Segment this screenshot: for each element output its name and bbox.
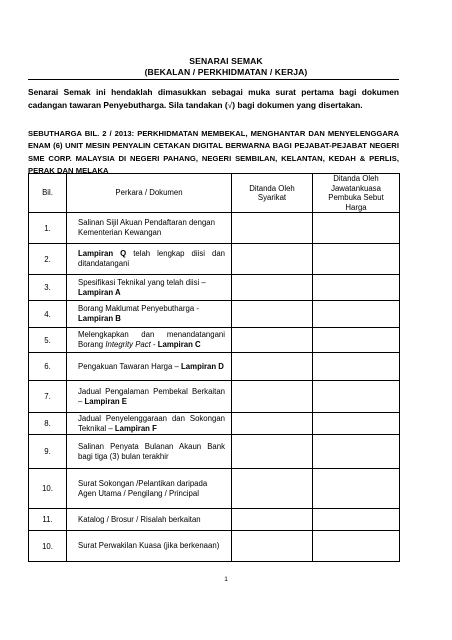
row-document-description <box>67 275 232 301</box>
page-number: 1 <box>224 576 228 583</box>
table-row <box>29 213 400 244</box>
checkbox-cell-syarikat[interactable] <box>232 213 313 244</box>
description-bold: Lampiran D <box>181 361 224 371</box>
row-document-description <box>67 328 232 353</box>
description-post: telah lengkap diisi dan ditandatangani <box>78 249 226 269</box>
row-number: 10. <box>29 469 67 509</box>
checkbox-cell-jawatankuasa[interactable] <box>313 531 400 562</box>
table-row <box>29 381 400 413</box>
description-pre: Pengakuan Tawaran Harga – <box>78 361 182 371</box>
description-pre: Surat Sokongan /Pelantikan daripada Agen Utama / Pengilang / Principal <box>78 478 208 498</box>
checkbox-cell-syarikat[interactable] <box>232 531 313 562</box>
description-pre: Salinan Penyata Bulanan Akaun Bank bagi tiga (3) bulan terakhir <box>78 441 225 461</box>
tick-symbol: √ <box>227 99 233 110</box>
description-mid: - <box>150 340 158 350</box>
header-syarikat: Ditanda Oleh Syarikat <box>232 174 313 213</box>
row-document-description <box>67 469 232 509</box>
description-pre: Jadual Penyelenggaraan dan Sokongan Teknikal – <box>78 413 225 433</box>
checkbox-cell-jawatankuasa[interactable] <box>313 435 400 469</box>
row-number: 11. <box>29 509 67 531</box>
checkbox-cell-syarikat[interactable] <box>232 353 313 381</box>
checkbox-cell-syarikat[interactable] <box>232 328 313 353</box>
row-document-description <box>67 244 232 275</box>
description-pre: Spesifikasi Teknikal yang telah diisi – <box>78 277 206 287</box>
row-number: 5. <box>29 328 67 353</box>
checkbox-cell-jawatankuasa[interactable] <box>313 413 400 435</box>
table-row <box>29 435 400 469</box>
table-row <box>29 275 400 301</box>
description-pre: Melengkapkan dan menandatangani Borang <box>78 330 225 350</box>
description-pre: Katalog / Brosur / Risalah berkaitan <box>78 514 201 524</box>
checkbox-cell-jawatankuasa[interactable] <box>313 301 400 328</box>
row-number: 6. <box>29 353 67 381</box>
checkbox-cell-syarikat[interactable] <box>232 435 313 469</box>
instruction-text-after: ) bagi dokumen yang disertakan. <box>232 99 363 110</box>
row-document-description <box>67 509 232 531</box>
table-row <box>29 244 400 275</box>
row-document-description <box>67 413 232 435</box>
description-italic: Integrity Pact <box>105 340 151 350</box>
checkbox-cell-jawatankuasa[interactable] <box>313 469 400 509</box>
row-document-description <box>67 301 232 328</box>
row-document-description <box>67 353 232 381</box>
checkbox-cell-syarikat[interactable] <box>232 509 313 531</box>
description-pre: Borang Maklumat Penyebutharga - <box>78 304 199 314</box>
row-document-description <box>67 435 232 469</box>
description-bold: Lampiran B <box>78 314 121 324</box>
instruction-text-before: Senarai Semak ini hendaklah dimasukkan sebagai muka surat pertama bagi dokumen cadangan tawaran Penyebutharga. Sila tandakan ( <box>28 87 399 110</box>
row-number: 8. <box>29 413 67 435</box>
row-document-description <box>67 213 232 244</box>
checkbox-cell-syarikat[interactable] <box>232 381 313 413</box>
checkbox-cell-jawatankuasa[interactable] <box>313 275 400 301</box>
description-pre: Surat Perwakilan Kuasa (jika berkenaan) <box>78 541 220 551</box>
header-bil: Bil. <box>29 174 67 213</box>
description-bold: Lampiran C <box>157 340 201 350</box>
header-jawatankuasa: Ditanda Oleh Jawatankuasa Pembuka Sebut Harga <box>313 174 400 213</box>
checkbox-cell-jawatankuasa[interactable] <box>313 244 400 275</box>
checkbox-cell-jawatankuasa[interactable] <box>313 328 400 353</box>
table-row <box>29 469 400 509</box>
row-document-description <box>67 381 232 413</box>
table-row <box>29 328 400 353</box>
checkbox-cell-jawatankuasa[interactable] <box>313 213 400 244</box>
table-row <box>29 531 400 562</box>
description-bold: Lampiran F <box>114 423 157 433</box>
checkbox-cell-jawatankuasa[interactable] <box>313 509 400 531</box>
instruction-paragraph <box>28 86 399 111</box>
header-perkara: Perkara / Dokumen <box>67 174 232 213</box>
table-row <box>29 301 400 328</box>
row-number: 9. <box>29 435 67 469</box>
tender-reference: SEBUTHARGA BIL. 2 / 2013: PERKHIDMATAN MEMBEKAL, MENGHANTAR DAN MENYELENGGARA ENAM (6) UNIT MESIN PENYALIN CETAKAN DIGITAL BERWARNA BAGI PEJABAT-PEJABAT NEGERI SME CORP. MALAYSIA DI NEGERI PAHANG, NEGERI SEMBILAN, KELANTAN, KEDAH & PERLIS, PERAK DAN MELAKA <box>28 129 399 176</box>
checklist-table <box>28 173 400 562</box>
description-bold: Lampiran E <box>84 396 127 406</box>
document-title: SENARAI SEMAK <box>189 56 263 66</box>
row-number: 7. <box>29 381 67 413</box>
row-number: 4. <box>29 301 67 328</box>
row-number: 10. <box>29 531 67 562</box>
row-number: 1. <box>29 213 67 244</box>
table-row <box>29 509 400 531</box>
checkbox-cell-syarikat[interactable] <box>232 244 313 275</box>
row-document-description <box>67 531 232 562</box>
checkbox-cell-syarikat[interactable] <box>232 469 313 509</box>
checkbox-cell-syarikat[interactable] <box>232 413 313 435</box>
table-header-row <box>29 174 400 213</box>
row-number: 2. <box>29 244 67 275</box>
description-pre: Salinan Sijil Akuan Pendaftaran dengan Kementerian Kewangan <box>78 218 215 238</box>
title-underline <box>28 79 399 80</box>
table-row <box>29 353 400 381</box>
row-number: 3. <box>29 275 67 301</box>
checkbox-cell-jawatankuasa[interactable] <box>313 381 400 413</box>
document-subtitle: (BEKALAN / PERKHIDMATAN / KERJA) <box>144 67 308 77</box>
description-bold: Lampiran Q <box>78 249 127 259</box>
checkbox-cell-syarikat[interactable] <box>232 275 313 301</box>
checkbox-cell-syarikat[interactable] <box>232 301 313 328</box>
description-bold: Lampiran A <box>78 287 121 297</box>
table-row <box>29 413 400 435</box>
checkbox-cell-jawatankuasa[interactable] <box>313 353 400 381</box>
description-pre: Jadual Pengalaman Pembekal Berkaitan – <box>78 386 225 406</box>
